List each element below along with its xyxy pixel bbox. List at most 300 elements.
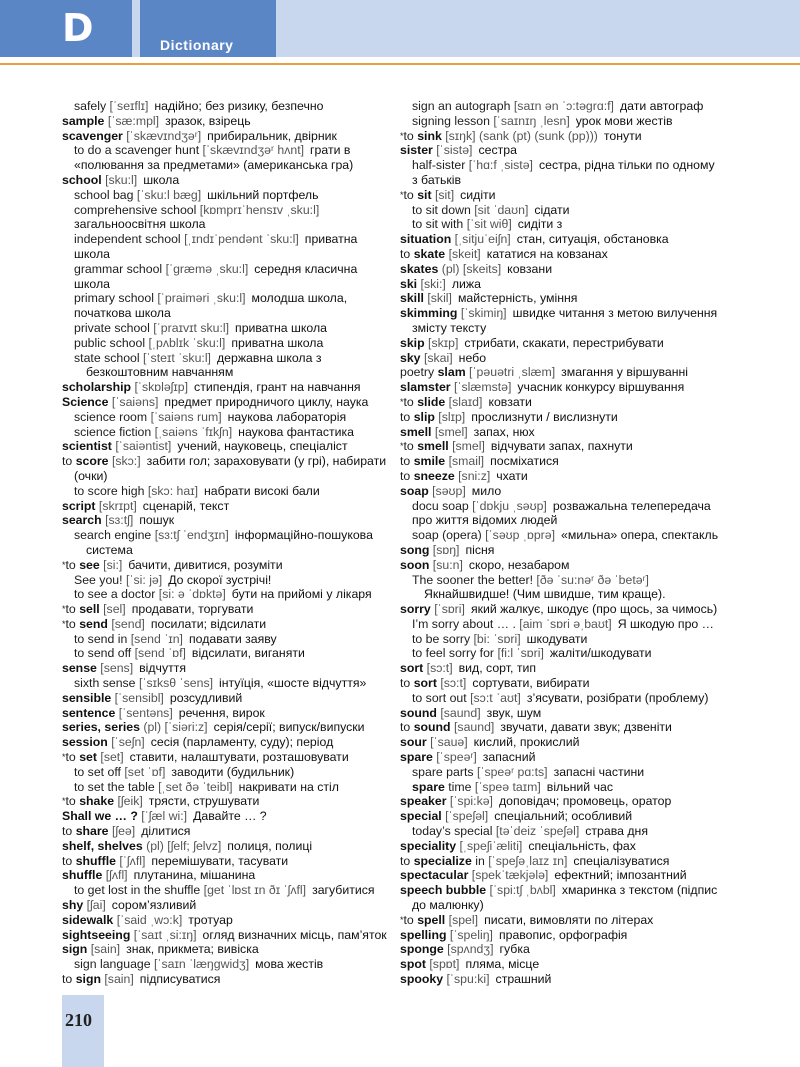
translation: чхати <box>496 468 528 483</box>
headword: skill <box>400 291 424 306</box>
headword: sentence <box>62 705 116 720</box>
headword: smell <box>400 424 432 439</box>
headword: sort <box>400 661 424 676</box>
dictionary-entry <box>400 972 730 987</box>
transcription: [ˈsistə] <box>436 143 473 158</box>
dictionary-subentry <box>62 143 367 158</box>
transcription: [sni:z] <box>458 468 491 483</box>
dictionary-entry <box>400 706 730 721</box>
transcription: [ˈspi:tʃ ˌbʌbl] <box>489 883 556 898</box>
dictionary-entry <box>400 661 730 676</box>
translation: (очки) <box>74 468 108 483</box>
dictionary-entry <box>400 942 730 957</box>
dictionary-subentry <box>62 484 367 499</box>
translation: учений, науковець, спеціаліст <box>177 439 348 454</box>
translation: запасні частини <box>553 764 645 779</box>
translation: шкільний портфель <box>207 187 319 202</box>
dictionary-subentry <box>62 765 367 780</box>
translation: речення, вирок <box>178 705 265 720</box>
headword: series, series <box>62 720 140 735</box>
dictionary-entry <box>62 129 367 144</box>
headword: Science <box>62 394 109 409</box>
dictionary-subentry <box>400 617 730 632</box>
translation: приватна школа <box>235 320 328 335</box>
dictionary-entry <box>62 794 367 809</box>
dictionary-subentry <box>62 883 375 898</box>
dictionary-subentry <box>400 528 730 543</box>
phrase: comprehensive school <box>74 202 197 217</box>
header-rule <box>0 63 800 65</box>
translation: запах, нюх <box>473 424 535 439</box>
transcription: [fi:l ˈsɒri] <box>497 646 544 661</box>
translation: з батьків <box>412 172 462 187</box>
transcription: [sɔ:t] <box>426 661 453 676</box>
headword: skip <box>400 335 425 350</box>
translation: посміхатися <box>490 454 559 469</box>
dictionary-subentry <box>400 321 730 336</box>
entry-prefix: to <box>65 750 80 765</box>
dictionary-entry <box>62 868 367 883</box>
dictionary-entry <box>62 942 367 957</box>
translation: загубитися <box>312 883 375 898</box>
entry-asterisk: * <box>62 618 66 629</box>
phrase: science room <box>74 409 148 424</box>
dictionary-entry <box>400 543 730 558</box>
translation: урок мови жестів <box>575 113 673 128</box>
translation: змісту тексту <box>412 320 487 335</box>
dictionary-subentry <box>62 232 367 247</box>
translation: ставити, налаштувати, розташовувати <box>129 750 349 765</box>
phrase: soap (opera) <box>412 528 482 543</box>
translation: бачити, дивитися, розуміти <box>128 557 283 572</box>
transcription: [sit ˈdaʊn] <box>474 202 529 217</box>
headword: sound <box>413 720 451 735</box>
transcription: [saund] <box>440 705 481 720</box>
transcription: [spel] <box>448 912 479 927</box>
translation: вільний час <box>546 779 613 794</box>
translation: відсилати, виганяти <box>191 646 305 661</box>
dictionary-subentry <box>62 217 367 232</box>
transcription: [ˌpʌblɪk ˈsku:l] <box>148 335 226 350</box>
translation: знак, прикмета; вивіска <box>126 942 259 957</box>
translation: стан, ситуація, обстановка <box>516 232 669 247</box>
entry-particle: in <box>471 853 485 868</box>
headword: school <box>62 172 102 187</box>
phrase: safely <box>74 99 107 113</box>
transcription: [spekˈtækjələ] <box>471 868 549 883</box>
transcription: (pl) [ˈsiəri:z] <box>143 720 208 735</box>
dictionary-subentry <box>400 513 730 528</box>
transcription: [ˈskimiŋ] <box>460 306 507 321</box>
page-number-strip <box>62 995 104 1067</box>
dictionary-subentry <box>62 365 367 380</box>
translation: відчувати запах, пахнути <box>490 439 633 454</box>
translation: бути на прийомі у лікаря <box>231 587 372 602</box>
translation: набрати високі бали <box>204 483 320 498</box>
translation: прослизнути / вислизнути <box>471 409 618 424</box>
entry-prefix: to <box>403 439 418 454</box>
phrase: today’s special <box>412 824 493 839</box>
transcription: [ˈskɒləʃɪp] <box>134 380 189 395</box>
transcription: [si:] <box>103 557 123 572</box>
translation: грати в <box>310 143 351 158</box>
dictionary-subentry <box>400 173 730 188</box>
entry-asterisk: * <box>62 796 66 807</box>
headword: sample <box>62 113 105 128</box>
headword: spell <box>417 912 446 927</box>
phrase: to sort out <box>412 690 467 705</box>
entry-asterisk: * <box>400 914 404 925</box>
headword: sign <box>75 972 101 987</box>
transcription: [ˌspeʃiˈæliti] <box>459 838 523 853</box>
entry-prefix: to <box>400 454 414 469</box>
phrase: I’m sorry about … . <box>412 616 516 631</box>
translation: сценарій, текст <box>142 498 230 513</box>
dictionary-subentry <box>400 203 730 218</box>
headword: soap <box>400 483 429 498</box>
transcription: [ˈdɒkju ˌsəʊp] <box>472 498 547 513</box>
phrase: grammar school <box>74 261 163 276</box>
phrase: to set the table <box>74 779 155 794</box>
translation: тротуар <box>188 912 233 927</box>
transcription: [ˈsku:l bæg] <box>136 187 202 202</box>
translation: інтуїція, «шосте відчуття» <box>219 676 367 691</box>
dictionary-subentry <box>400 573 730 588</box>
transcription: [sain] <box>104 972 134 987</box>
phrase: sign language <box>74 957 151 972</box>
phrase: search engine <box>74 528 152 543</box>
headword: sensible <box>62 690 112 705</box>
dictionary-entry <box>62 661 367 676</box>
transcription: [səʊp] <box>432 483 466 498</box>
translation: стрибати, скакати, перестрибувати <box>464 335 664 350</box>
headword: sidewalk <box>62 912 114 927</box>
dictionary-entry <box>62 691 367 706</box>
headword: sky <box>400 350 421 365</box>
transcription: [ˈgræmə ˌsku:l] <box>165 261 249 276</box>
dictionary-entry <box>400 558 730 573</box>
dictionary-entry <box>62 395 367 410</box>
translation: вид, сорт, тип <box>458 661 536 676</box>
dictionary-subentry <box>400 114 730 129</box>
dictionary-subentry <box>400 824 730 839</box>
transcription: [ˈseʃn] <box>111 735 145 750</box>
headword: specialize <box>413 853 472 868</box>
transcription: [ˈsɒri] <box>434 602 465 617</box>
entry-asterisk: * <box>400 441 404 452</box>
translation: скоро, незабаром <box>468 557 570 572</box>
dictionary-entry <box>62 617 367 632</box>
transcription: [ˈsaɪnɪŋ ˌlesn] <box>493 113 570 128</box>
transcription: [ˌsitjuˈeiʃn] <box>454 232 511 247</box>
headword: scholarship <box>62 380 132 395</box>
dictionary-subentry <box>62 247 367 262</box>
headword: song <box>400 542 430 557</box>
section-letter: D <box>0 0 132 57</box>
phrase: to send off <box>74 646 132 661</box>
dictionary-entry <box>400 336 730 351</box>
entry-asterisk: * <box>62 752 66 763</box>
translation: змагання у віршуванні <box>561 365 689 380</box>
transcription: [ˈpəuətri ˌslæm] <box>469 365 556 380</box>
transcription: [smail] <box>448 454 485 469</box>
dictionary-entry <box>62 898 367 913</box>
headword: sorry <box>400 602 431 617</box>
headword: sit <box>417 187 432 202</box>
translation: до малюнку) <box>412 898 484 913</box>
transcription: [skɪp] <box>428 335 459 350</box>
transcription: [ˈsensibl] <box>114 690 164 705</box>
dictionary-subentry <box>62 188 367 203</box>
dictionary-subentry <box>62 528 373 543</box>
entry-prefix: to <box>62 853 76 868</box>
dictionary-subentry <box>400 217 730 232</box>
transcription: [sɜ:tʃ] <box>105 513 134 528</box>
transcription: [ˈsæ:mpl] <box>107 113 160 128</box>
translation: шкодувати <box>526 631 588 646</box>
translation: ділитися <box>141 824 191 839</box>
entry-asterisk: * <box>62 604 66 615</box>
phrase: to sit with <box>412 217 464 232</box>
translation: який жалкує, шкодує (про щось, за чимось) <box>470 602 718 617</box>
dictionary-subentry <box>62 543 367 558</box>
phrase: science fiction <box>74 424 152 439</box>
translation: запасний <box>482 750 536 765</box>
dictionary-entry <box>62 114 367 129</box>
translation: майстерність, уміння <box>457 291 578 306</box>
dictionary-subentry <box>400 691 730 706</box>
entry-asterisk: * <box>400 396 404 407</box>
headword: slide <box>417 394 446 409</box>
phrase: to see a doctor <box>74 587 156 602</box>
entry-asterisk: * <box>400 130 404 141</box>
transcription: [saund] <box>454 720 495 735</box>
entry-prefix: to <box>400 853 414 868</box>
page-number: 210 <box>65 1010 92 1030</box>
entry-prefix: to <box>62 454 76 469</box>
translation: сесія (парламенту, суду); період <box>150 735 334 750</box>
transcription: [get ˈlɒst ɪn ðɪ ˈʃʌfl] <box>203 883 307 898</box>
transcription: [ˈskævɪndʒəʳ hʌnt] <box>202 143 305 158</box>
dictionary-subentry <box>400 780 730 795</box>
entry-asterisk: * <box>62 559 66 570</box>
transcription: [ˈsəʊp ˌɒprə] <box>485 528 556 543</box>
phrase: school bag <box>74 187 134 202</box>
entry-prefix: to <box>400 468 414 483</box>
dictionary-subentry <box>62 321 367 336</box>
headword: sour <box>400 735 427 750</box>
translation: Я шкодую про … <box>617 616 714 631</box>
translation: з’ясувати, розібрати (проблему) <box>526 690 709 705</box>
section-title-box <box>140 0 276 57</box>
phrase: primary school <box>74 291 154 306</box>
transcription: [ˈhɑ:f ˌsistə] <box>468 158 533 173</box>
headword: sound <box>400 705 437 720</box>
headword: sense <box>62 661 97 676</box>
transcription: [ˈpraiməri ˌsku:l] <box>157 291 246 306</box>
transcription: [sɔ:t ˈaʊt] <box>470 690 521 705</box>
transcription: [ʃai] <box>86 898 106 913</box>
transcription: [set ˈɒf] <box>124 764 166 779</box>
phrase: independent school <box>74 232 181 247</box>
phrase: See you! <box>74 572 123 587</box>
entry-prefix: to <box>400 720 414 735</box>
translation: До скорої зустрічі! <box>168 572 272 587</box>
phrase: to send in <box>74 631 128 646</box>
translation: звучати, давати звук; дзвеніти <box>500 720 672 735</box>
transcription: (pl) [skeits] <box>441 261 502 276</box>
transcription: [ˈsaiəntist] <box>115 439 172 454</box>
translation: полиця, полиці <box>227 838 313 853</box>
headword: skimming <box>400 306 458 321</box>
transcription: [ˈspeəʳ] <box>436 750 477 765</box>
transcription: [sit] <box>434 187 455 202</box>
translation: «полювання за предметами» (американська гра) <box>74 158 354 173</box>
dictionary-subentry <box>400 898 730 913</box>
translation: підписуватися <box>139 972 221 987</box>
translation: забити гол; зараховувати (у грі), набирати <box>146 454 387 469</box>
transcription: [send ˈɪn] <box>130 631 183 646</box>
headword: send <box>79 616 108 631</box>
dictionary-subentry <box>400 158 730 173</box>
transcription: [si: ə ˈdɒktə] <box>158 587 226 602</box>
headword: shuffle <box>75 853 116 868</box>
section-title: Dictionary <box>160 37 234 53</box>
dictionary-entry <box>400 306 730 321</box>
dictionary-entry <box>400 913 730 928</box>
dictionary-entry <box>62 750 367 765</box>
transcription: [təˈdeiz ˈspeʃəl] <box>495 824 580 839</box>
dictionary-entry <box>400 602 730 617</box>
headword: skates <box>400 261 439 276</box>
transcription: [spɒt] <box>429 957 460 972</box>
dictionary-entry <box>400 454 730 469</box>
entry-prefix: to <box>65 602 80 617</box>
transcription: [ˈsaid ˌwɔ:k] <box>116 912 183 927</box>
dictionary-subentry <box>62 410 367 425</box>
dictionary-subentry <box>62 99 367 114</box>
dictionary-entry <box>400 484 730 499</box>
transcription: [ˈsauə] <box>430 735 468 750</box>
transcription: [ˌset ðə ˈteibl] <box>158 779 233 794</box>
dictionary-entry <box>400 720 730 735</box>
dictionary-subentry <box>62 336 367 351</box>
translation: сидіти з <box>517 217 563 232</box>
transcription: [ˈspu:ki] <box>446 972 490 987</box>
translation: відчуття <box>139 661 187 676</box>
headword: speaker <box>400 794 447 809</box>
dictionary-subentry <box>62 203 367 218</box>
translation: мова жестів <box>255 957 324 972</box>
transcription: [skil] <box>427 291 452 306</box>
transcription: [skeit] <box>448 246 481 261</box>
dictionary-entry <box>62 380 367 395</box>
entry-prefix: to <box>403 187 418 202</box>
transcription: [ˌɪndɪˈpendənt ˈsku:l] <box>184 232 299 247</box>
dictionary-subentry <box>62 291 367 306</box>
dictionary-entry <box>400 957 730 972</box>
entry-prefix: to <box>62 824 76 839</box>
headword: smile <box>413 454 446 469</box>
dictionary-entry <box>62 720 367 735</box>
dictionary-subentry <box>62 351 367 366</box>
headword: sell <box>79 602 100 617</box>
dictionary-entry <box>400 232 730 247</box>
translation: мило <box>471 483 502 498</box>
headword: search <box>62 513 102 528</box>
dictionary-subentry <box>400 587 730 602</box>
phrase-key-word: spare <box>412 779 445 794</box>
translation: страва дня <box>585 824 648 839</box>
translation: плутанина, мішанина <box>133 868 256 883</box>
dictionary-subentry <box>400 632 730 647</box>
translation: середня класична <box>254 261 358 276</box>
dictionary-entry <box>62 454 387 469</box>
transcription: [skai] <box>423 350 453 365</box>
dictionary-entry <box>62 558 367 573</box>
translation: пісня <box>465 542 495 557</box>
transcription: [smel] <box>452 439 485 454</box>
dictionary-entry <box>62 927 387 943</box>
translation: ковзани <box>507 261 553 276</box>
dictionary-entry <box>400 277 730 292</box>
translation: розважальна телепередача <box>552 498 711 513</box>
transcription: [set] <box>100 750 124 765</box>
translation: швидке читання з метою вилучення <box>512 306 718 321</box>
translation: пляма, місце <box>465 957 540 972</box>
dictionary-entry <box>400 794 730 809</box>
dictionary-entry <box>400 247 730 262</box>
translation: спеціальний; особливий <box>494 809 633 824</box>
dictionary-entry <box>62 513 367 528</box>
translation: кататися на ковзанах <box>486 246 608 261</box>
dictionary-entry <box>400 809 730 824</box>
dictionary-entry <box>400 129 730 144</box>
translation: страшний <box>495 972 552 987</box>
transcription: [ʃʌfl] <box>105 868 128 883</box>
dictionary-entry <box>62 706 367 721</box>
dictionary-entry <box>400 676 730 691</box>
translation: правопис, орфографія <box>498 927 628 942</box>
translation: ковзати <box>488 394 532 409</box>
phrase: The sooner the better! <box>412 572 533 587</box>
dictionary-entry <box>400 410 730 425</box>
headword: share <box>75 824 109 839</box>
transcription: [ˈsaɪn ˈlæŋgwidʒ] <box>154 957 250 972</box>
transcription: [ˈsɪksθ ˈsens] <box>138 676 214 691</box>
transcription: (pl) [ʃelf; ʃelvz] <box>146 838 222 853</box>
transcription: [ˈʃæl wi:] <box>141 809 188 824</box>
translation: подавати заяву <box>188 631 277 646</box>
translation: про життя відомих людей <box>412 513 558 528</box>
translation: тонути <box>603 128 642 143</box>
translation: заводити (будильник) <box>171 764 295 779</box>
headword: Shall we … ? <box>62 809 138 824</box>
headword: spooky <box>400 972 444 987</box>
phrase: private school <box>74 320 150 335</box>
entry-prefix: to <box>403 128 418 143</box>
transcription: [aim ˈsɒri əˌbaʊt] <box>519 616 612 631</box>
dictionary-entry <box>62 809 367 824</box>
dictionary-entry <box>62 839 367 854</box>
entry-asterisk: * <box>400 189 404 200</box>
entry-prefix: to <box>65 794 80 809</box>
phrase: sixth sense <box>74 676 136 691</box>
dictionary-entry <box>400 469 730 484</box>
transcription: [ˈsaɪt ˌsi:ɪŋ] <box>133 927 197 942</box>
translation: кислий, прокислий <box>473 735 580 750</box>
translation: прибиральник, двірник <box>207 128 337 143</box>
